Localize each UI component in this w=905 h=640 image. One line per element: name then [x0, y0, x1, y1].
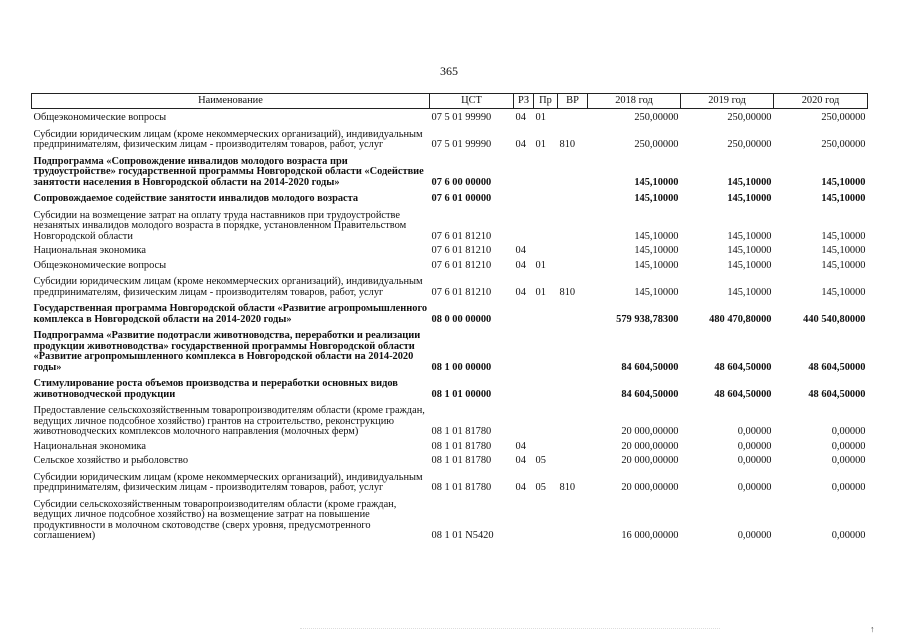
- cell-2019: 145,10000: [727, 245, 772, 256]
- header-2020: 2020 год: [774, 94, 868, 109]
- cell-2020: 145,10000: [821, 176, 866, 188]
- table-row: [32, 438, 868, 453]
- cell-pr: [534, 188, 558, 205]
- table-row: [32, 373, 868, 400]
- cell-rz: 04: [515, 112, 526, 123]
- cell-pr: 01: [535, 259, 546, 271]
- cell-vr: [558, 373, 588, 400]
- cell-2019: 145,10000: [727, 286, 772, 298]
- cell-rz: 04: [515, 286, 526, 298]
- cell-2019: 250,00000: [727, 112, 772, 123]
- cell-cst: 07 6 01 81210: [431, 259, 492, 271]
- cell-2019: 145,10000: [727, 230, 772, 242]
- cell-name: Субсидии юридическим лицам (кроме некоммерческих организаций), индивидуальным предпринимателям, физическим лицам - производителям товаров, работ, услуг: [33, 128, 423, 150]
- cell-rz: 04: [515, 455, 526, 466]
- cell-vr: [558, 400, 588, 438]
- table-row: [32, 325, 868, 373]
- cell-vr: [558, 188, 588, 205]
- table-row: [32, 151, 868, 189]
- cell-2019: 480 470,80000: [709, 313, 772, 325]
- header-pr: Пр: [534, 94, 558, 109]
- cell-2019: 0,00000: [737, 455, 772, 466]
- cell-name: Субсидии на возмещение затрат на оплату труда наставников при трудоустройстве незанятых инвалидов молодого возраста в порядке, установленном Правительством Новгородской области: [33, 209, 407, 242]
- cell-2018: 145,10000: [634, 286, 679, 298]
- table-row: [32, 257, 868, 272]
- cell-vr: [558, 298, 588, 325]
- cell-2018: 20 000,00000: [621, 482, 679, 493]
- cell-cst: 08 1 01 81780: [431, 455, 492, 466]
- cell-pr: [534, 298, 558, 325]
- cell-cst: 07 5 01 99990: [431, 139, 492, 150]
- cell-name: Сопровождаемое содействие занятости инвалидов молодого возраста: [33, 193, 359, 204]
- table-row: [32, 271, 868, 298]
- table-row: [32, 242, 868, 257]
- cell-cst: 08 1 01 00000: [431, 388, 492, 400]
- table-row: [32, 494, 868, 542]
- cell-2018: 579 938,78300: [616, 313, 679, 325]
- cell-2019: 0,00000: [737, 426, 772, 437]
- cell-2018: 20 000,00000: [621, 440, 679, 452]
- header-2018: 2018 год: [588, 94, 681, 109]
- table-row: [32, 400, 868, 438]
- cell-cst: 07 5 01 99990: [431, 112, 492, 123]
- cell-vr: 810: [559, 139, 576, 150]
- cell-2018: 20 000,00000: [621, 455, 679, 466]
- cell-2020: 48 604,50000: [808, 388, 866, 400]
- cell-2020: 250,00000: [821, 139, 866, 150]
- cell-name: Субсидии юридическим лицам (кроме некоммерческих организаций), индивидуальным предпринимателям, физическим лицам - производителям товаров, работ, услуг: [33, 471, 423, 493]
- cell-vr: [558, 452, 588, 467]
- cell-2019: 145,10000: [727, 176, 772, 188]
- cell-cst: 08 1 00 00000: [431, 361, 492, 373]
- cell-vr: [558, 151, 588, 189]
- cell-cst: 08 1 01 81780: [431, 482, 492, 493]
- cell-vr: [558, 257, 588, 272]
- cell-rz: [514, 373, 534, 400]
- cell-2018: 145,10000: [634, 230, 679, 242]
- table-row: [32, 205, 868, 243]
- cell-2020: 145,10000: [821, 193, 866, 204]
- cell-2018: 145,10000: [634, 259, 679, 271]
- cell-name: Подпрограмма «Развитие подотрасли животноводства, переработки и реализации продукции животноводства» государственной программы Новгородской области «Развитие агропромышленного комплекса в Новгородской области на 2014-2020 годы»: [33, 330, 421, 373]
- cell-name: Сельское хозяйство и рыболовство: [33, 455, 189, 466]
- table-header-row: [32, 94, 868, 109]
- table-row: [32, 109, 868, 124]
- cell-cst: 07 6 01 81210: [431, 286, 492, 298]
- cell-name: Общеэкономические вопросы: [33, 112, 167, 123]
- header-rz: РЗ: [514, 94, 534, 109]
- cell-name: Субсидии сельскохозяйственным товаропроизводителям области (кроме граждан, ведущих личное подсобное хозяйство) на возмещение затрат на повышение продуктивности в молочном скотоводстве (сверх уровня, предусмотренного соглашением): [33, 498, 397, 541]
- cell-2020: 250,00000: [821, 112, 866, 123]
- cell-pr: 01: [535, 286, 546, 298]
- cell-rz: [514, 188, 534, 205]
- cell-cst: 07 6 01 81210: [431, 245, 492, 256]
- cell-2020: 0,00000: [831, 455, 866, 466]
- cell-2020: 145,10000: [821, 286, 866, 298]
- header-cst: ЦСТ: [430, 94, 514, 109]
- cell-2018: 250,00000: [634, 139, 679, 150]
- cell-2020: 145,10000: [821, 259, 866, 271]
- cell-pr: [534, 438, 558, 453]
- cell-2020: 145,10000: [821, 230, 866, 242]
- cell-rz: 04: [515, 259, 526, 271]
- cell-2019: 0,00000: [737, 440, 772, 452]
- cell-pr: 05: [535, 482, 546, 493]
- cell-2020: 0,00000: [831, 482, 866, 493]
- cell-2020: 0,00000: [831, 530, 866, 541]
- cell-vr: [558, 205, 588, 243]
- cell-rz: [514, 151, 534, 189]
- cell-2019: 145,10000: [727, 193, 772, 204]
- cell-cst: 08 0 00 00000: [431, 313, 492, 325]
- cell-name: Государственная программа Новгородской области «Развитие агропромышленного комплекса в Новгородской области на 2014-2020 годы»: [33, 303, 428, 325]
- cell-pr: 01: [535, 139, 546, 150]
- cell-2019: 0,00000: [737, 530, 772, 541]
- corner-mark: ↑: [870, 624, 875, 634]
- cell-name: Предоставление сельскохозяйственным товаропроизводителям области (кроме граждан, ведущих личное подсобное хозяйство) грантов на строительство, реконструкцию животноводческих комплексов молочного направления (молочных ферм): [33, 405, 425, 437]
- cell-vr: [558, 242, 588, 257]
- cell-2020: 0,00000: [831, 440, 866, 452]
- cell-2020: 440 540,80000: [803, 313, 866, 325]
- cell-rz: [514, 298, 534, 325]
- header-name: Наименование: [32, 94, 430, 109]
- cell-2019: 250,00000: [727, 139, 772, 150]
- cell-2018: 84 604,50000: [621, 388, 679, 400]
- cell-rz: [514, 494, 534, 542]
- cell-2019: 0,00000: [737, 482, 772, 493]
- cell-name: Национальная экономика: [33, 440, 147, 452]
- cell-rz: 04: [515, 482, 526, 493]
- table-row: [32, 467, 868, 494]
- cell-pr: [534, 373, 558, 400]
- scan-footer-noise: [300, 628, 720, 635]
- table-row: [32, 452, 868, 467]
- budget-table: [31, 93, 868, 542]
- cell-cst: 07 6 00 00000: [431, 176, 492, 188]
- cell-pr: 05: [535, 455, 546, 466]
- cell-rz: 04: [515, 440, 526, 452]
- header-2019: 2019 год: [681, 94, 774, 109]
- cell-vr: 810: [559, 286, 576, 298]
- cell-cst: 08 1 01 N5420: [431, 530, 494, 541]
- cell-2018: 20 000,00000: [621, 426, 679, 437]
- cell-pr: [534, 242, 558, 257]
- cell-2019: 48 604,50000: [714, 361, 772, 373]
- cell-2020: 145,10000: [821, 245, 866, 256]
- cell-cst: 07 6 01 00000: [431, 193, 492, 204]
- header-vr: ВР: [558, 94, 588, 109]
- cell-cst: 08 1 01 81780: [431, 440, 492, 452]
- cell-pr: 01: [535, 112, 546, 123]
- table-row: [32, 124, 868, 151]
- cell-rz: [514, 205, 534, 243]
- cell-2018: 145,10000: [634, 193, 679, 204]
- cell-name: Общеэкономические вопросы: [33, 259, 167, 271]
- cell-2019: 145,10000: [727, 259, 772, 271]
- cell-name: Национальная экономика: [33, 245, 147, 256]
- cell-pr: [534, 205, 558, 243]
- cell-rz: 04: [515, 245, 526, 256]
- cell-rz: 04: [515, 139, 526, 150]
- cell-cst: 08 1 01 81780: [431, 426, 492, 437]
- cell-2018: 16 000,00000: [621, 530, 679, 541]
- cell-vr: [558, 494, 588, 542]
- cell-2018: 145,10000: [634, 245, 679, 256]
- table-row: [32, 298, 868, 325]
- cell-2019: 48 604,50000: [714, 388, 772, 400]
- cell-2018: 250,00000: [634, 112, 679, 123]
- cell-vr: [558, 325, 588, 373]
- cell-vr: [558, 109, 588, 124]
- cell-cst: 07 6 01 81210: [431, 230, 492, 242]
- cell-name: Стимулирование роста объемов производства и переработки основных видов животноводческой продукции: [33, 378, 398, 400]
- cell-name: Подпрограмма «Сопровождение инвалидов молодого возраста при трудоустройстве» государственной программы Новгородской области «Содействие занятости населения в Новгородской области на 2014-2020 годы»: [33, 155, 424, 188]
- table-row: [32, 188, 868, 205]
- cell-name: Субсидии юридическим лицам (кроме некоммерческих организаций), индивидуальным предпринимателям, физическим лицам - производителям товаров, работ, услуг: [33, 276, 423, 298]
- cell-pr: [534, 325, 558, 373]
- cell-pr: [534, 400, 558, 438]
- cell-2020: 0,00000: [831, 426, 866, 437]
- cell-pr: [534, 494, 558, 542]
- cell-2018: 84 604,50000: [621, 361, 679, 373]
- cell-vr: [558, 438, 588, 453]
- cell-rz: [514, 325, 534, 373]
- cell-2020: 48 604,50000: [808, 361, 866, 373]
- cell-2018: 145,10000: [634, 176, 679, 188]
- cell-pr: [534, 151, 558, 189]
- cell-rz: [514, 400, 534, 438]
- cell-vr: 810: [559, 482, 576, 493]
- page-number: 365: [440, 64, 458, 78]
